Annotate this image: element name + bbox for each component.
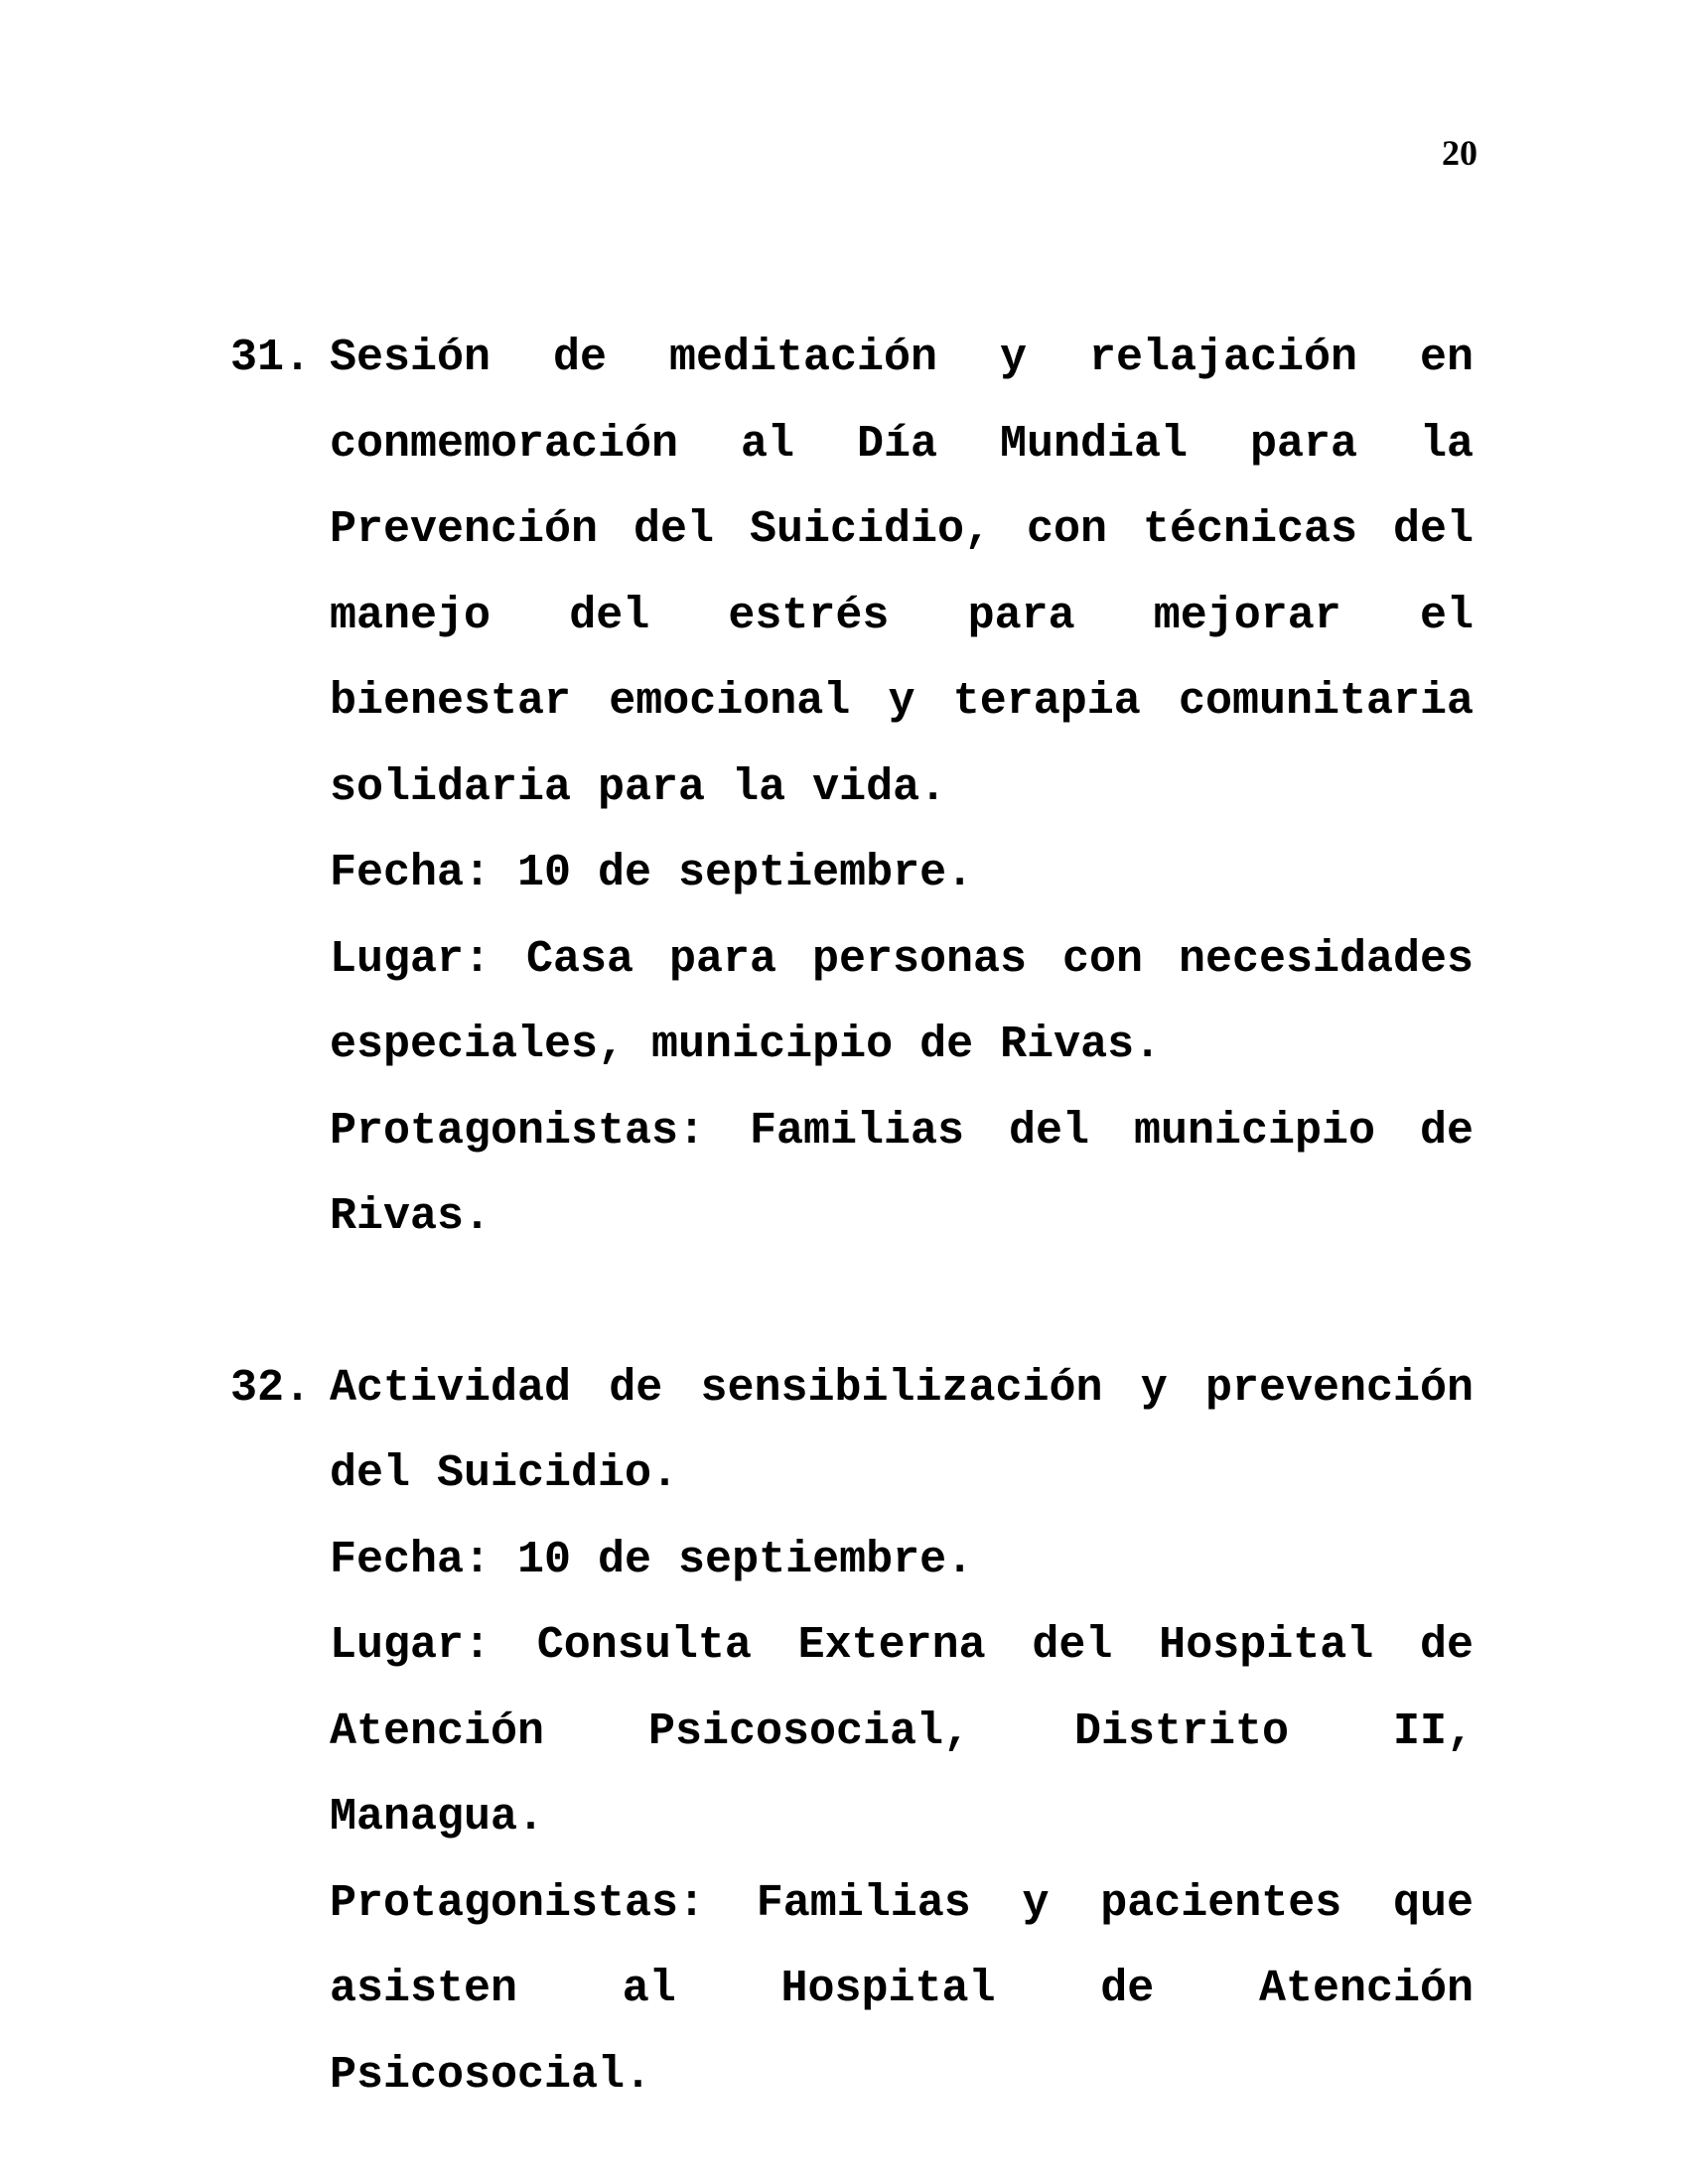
activity-number: 31. — [230, 333, 312, 383]
activity-item — [230, 1346, 1474, 2119]
page-number: 20 — [1442, 133, 1477, 173]
activity-date: Fecha: 10 de septiembre. — [330, 1534, 974, 1585]
activity-title: Actividad de sensibilización y prevención del Suicidio. — [330, 1362, 1474, 1499]
activity-list — [230, 316, 1474, 2118]
activity-item — [230, 316, 1474, 1261]
activity-number: 32. — [230, 1362, 312, 1414]
activity-place: Lugar: Casa para personas con necesidades especiales, municipio de Rivas. — [330, 933, 1474, 1070]
activity-place: Lugar: Consulta Externa del Hospital de Atención Psicosocial, Distrito II, Managua. — [330, 1620, 1474, 1843]
activity-title: Sesión de meditación y relajación en conmemoración al Día Mundial para la Prevención del Suicidio, con técnicas del manejo del estrés para mejorar el bienestar emocional y terapia comunitaria solidaria para la vida. — [330, 333, 1474, 813]
activity-participants: Protagonistas: Familias y pacientes que asisten al Hospital de Atención Psicosocial. — [330, 1877, 1474, 2101]
activity-body — [330, 316, 1474, 1261]
activity-body — [330, 1346, 1474, 2119]
activity-participants: Protagonistas: Familias del municipio de Rivas. — [330, 1105, 1474, 1242]
activity-date: Fecha: 10 de septiembre. — [330, 848, 974, 898]
